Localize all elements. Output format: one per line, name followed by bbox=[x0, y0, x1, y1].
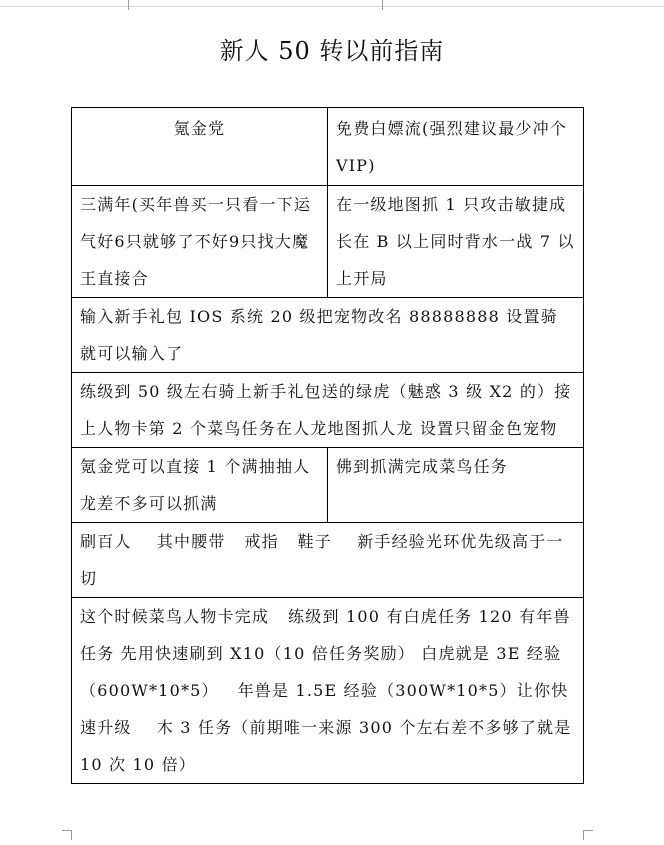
page-title: 新人 50 转以前指南 bbox=[219, 37, 445, 65]
table-row bbox=[72, 598, 584, 784]
table-cell-gift-code: 输入新手礼包 IOS 系统 20 级把宠物改名 88888888 设置骑就可以输入了 bbox=[72, 298, 584, 373]
margin-mark-bottom-right-v bbox=[583, 830, 584, 840]
table-row bbox=[72, 448, 584, 523]
table-cell-free-step1: 在一级地图抓 1 只攻击敏捷成长在 B 以上同时背水一战 7 以上开局 bbox=[328, 186, 584, 298]
table-cell-rookie-complete: 这个时候菜鸟人物卡完成 练级到 100 有白虎任务 120 有年兽任务 先用快速刷到 X10（10 倍任务奖励） 白虎就是 3E 经验（600W*10*5） 年兽是 1.5E 经验（300W*10*5）让你快速升级 木 3 任务（前期唯一来源 300 个左右差不多够了就是 10 次 10 倍） bbox=[72, 598, 584, 784]
table-cell-paid-header: 氪金党 bbox=[72, 108, 328, 186]
table-cell-paid-step2: 氪金党可以直接 1 个满抽抽人龙差不多可以抓满 bbox=[72, 448, 328, 523]
table-row bbox=[72, 298, 584, 373]
margin-mark-bottom-right bbox=[583, 830, 593, 831]
guide-table bbox=[71, 107, 584, 784]
table-row bbox=[72, 373, 584, 448]
table-cell-hundred: 刷百人 其中腰带 戒指 鞋子 新手经验光环优先级高于一切 bbox=[72, 523, 584, 598]
table-cell-free-step2: 佛到抓满完成菜鸟任务 bbox=[328, 448, 584, 523]
margin-mark-bottom-left-v bbox=[71, 830, 72, 840]
table-row bbox=[72, 186, 584, 298]
table-cell-free-header: 免费白嫖流(强烈建议最少冲个 VIP) bbox=[328, 108, 584, 186]
page-top-edge bbox=[0, 0, 664, 7]
margin-mark-top-right bbox=[382, 0, 383, 10]
margin-mark-top-left bbox=[128, 0, 129, 10]
table-cell-paid-step1: 三满年(买年兽买一只看一下运气好6只就够了不好9只找大魔王直接合 bbox=[72, 186, 328, 298]
table-row bbox=[72, 108, 584, 186]
table-row bbox=[72, 523, 584, 598]
table-cell-level50: 练级到 50 级左右骑上新手礼包送的绿虎（魅惑 3 级 X2 的）接上人物卡第 2 个菜鸟任务在人龙地图抓人龙 设置只留金色宠物 bbox=[72, 373, 584, 448]
